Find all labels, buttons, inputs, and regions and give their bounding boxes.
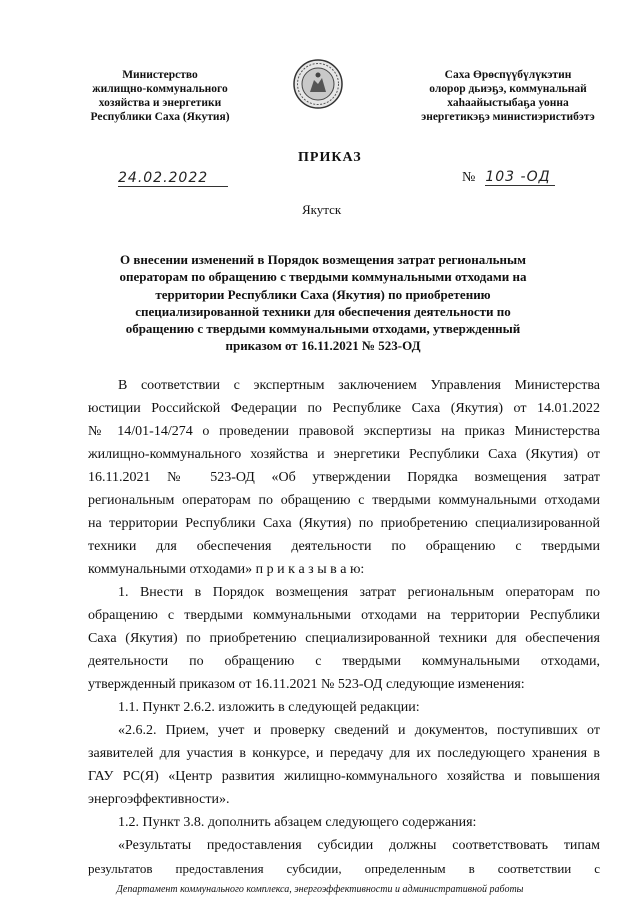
document-title-line: операторам по обращению с твердыми коммунальными отходами на [119,269,527,285]
header-right-line: хаһаайыстыбаҕа уонна [447,97,569,109]
body-line: Саха (Якутия) по приобретению специализированной техники для обеспечения [88,631,600,646]
body-line: 1.1. Пункт 2.6.2. изложить в следующей редакции: [118,700,420,715]
header-left-line: Республики Саха (Якутия) [90,111,230,123]
body-line: коммунальными отходами» п р и к а з ы в а ю: [88,562,365,577]
body-line: 1.2. Пункт 3.8. дополнить абзацем следующего содержания: [118,815,477,830]
number-prefix: № [462,170,476,185]
body-line: 16.11.2021 № 523-ОД «Об утверждении Порядка возмещения затрат [88,470,600,485]
body-line: заявителей для участия в конкурсе, и передачу для их последующего хранения в [88,746,600,761]
header-right-line: энергетикэҕэ министиэристибэтэ [421,111,595,123]
page-footer: Департамент коммунального комплекса, энергоэффективности и административной работы [116,884,524,895]
number-value: 103 -ОД [485,169,555,186]
order-city: Якутск [302,202,342,217]
body-line: обращению с твердыми коммунальными отходами на территории Республики [88,608,600,623]
document-title-line: территории Республики Саха (Якутия) по приобретению [155,286,491,302]
header-right-line: олорор дьиэҕэ, коммунальнай [429,83,587,95]
header-right [388,68,628,124]
body-line: юстиции Российской Федерации по Республике Саха (Якутия) от 14.01.2022 [88,401,600,416]
body-line: энергоэффективности». [88,792,230,807]
body-line: жилищно-коммунального хозяйства и энергетики Республики Саха (Якутия) от [88,447,600,462]
header-left [60,68,260,124]
body-line: техники для обеспечения деятельности по обращению с твердыми [88,539,600,554]
order-date: 24.02.2022 [118,170,228,187]
header-left-line: хозяйства и энергетики [98,97,222,109]
header-left-line: жилищно-коммунального [92,83,228,95]
body-line: № 14/01-14/274 о проведении правовой экспертизы на приказ Министерства [88,424,600,439]
body-line: на территории Республики Саха (Якутия) по приобретению специализированной [88,516,600,531]
document-title-line: О внесении изменений в Порядок возмещения затрат региональным [119,252,527,267]
coat-of-arms-icon [292,58,344,110]
header-left-line: Министерство [122,69,198,81]
body-line: результатов предоставления субсидии, определенным в соответствии с [88,861,600,876]
document-title-line: специализированной техники для обеспечения деятельности по [135,303,511,319]
body-line: «Результаты предоставления субсидии должны соответствовать типам [118,838,600,853]
body-line: деятельности по обращению с твердыми коммунальными отходами, [88,654,600,669]
document-title-line: приказом от 16.11.2021 № 523-ОД [225,338,421,354]
header-right-line: Саха Өрөспүүбүлүкэтин [444,69,572,81]
body-line: ГАУ РС(Я) «Центр развития жилищно-коммунального хозяйства и повышения [88,769,600,784]
document-title [60,251,586,355]
order-number [462,168,555,186]
body-line: утвержденный приказом от 16.11.2021 № 523-ОД следующие изменения: [88,677,525,692]
document-title-line: обращению с твердыми коммунальными отходами, утвержденный [125,321,521,337]
body-line: В соответствии с экспертным заключением Управления Министерства [118,378,600,393]
body-line: 1. Внести в Порядок возмещения затрат региональным операторам по [118,585,600,600]
body-line: «2.6.2. Прием, учет и проверку сведений и документов, поступивших от [118,723,600,738]
order-title: ПРИКАЗ [298,150,362,165]
body-line: региональным операторам по обращению с твердыми коммунальными отходами [88,493,600,508]
